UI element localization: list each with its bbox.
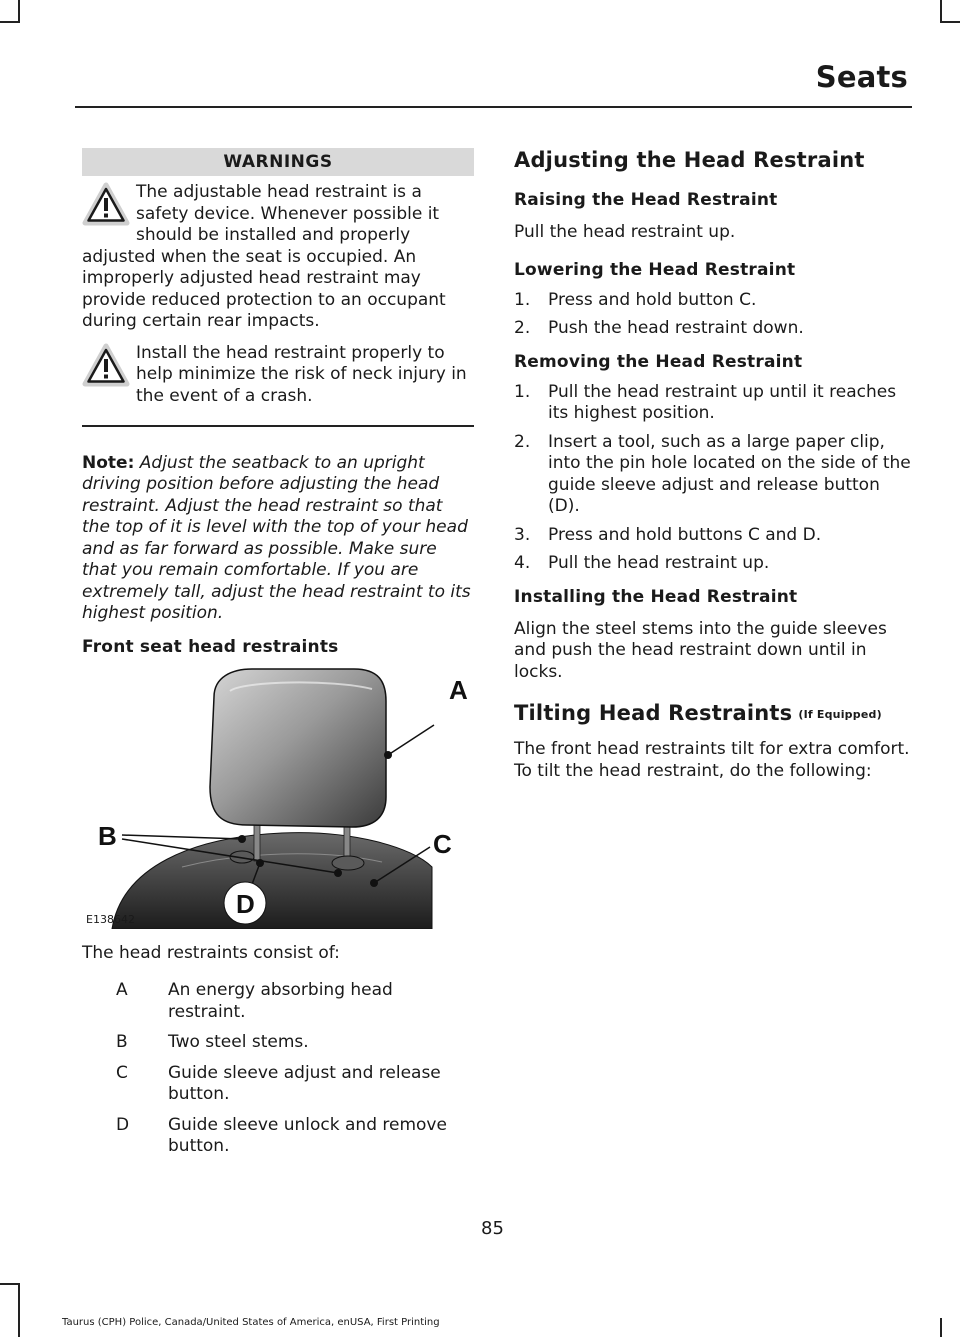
step-text: Press and hold buttons C and D.	[548, 524, 822, 545]
part-row	[82, 1063, 474, 1106]
part-key: C	[116, 1062, 128, 1083]
raising-text: Pull the head restraint up.	[514, 222, 736, 242]
callout-B: B	[98, 820, 117, 851]
crop-mark	[0, 1283, 20, 1285]
note-text: Adjust the seatback to an upright driving position before adjusting the head restraint. Adjust the head restraint so that the top of it is level with the top of your head and as far forward as possible. Make sure that you remain comfortable. If you are extremely tall, adjust the head restraint to its highest position.	[82, 452, 471, 623]
part-text: Guide sleeve unlock and remove button.	[168, 1114, 447, 1156]
part-key: A	[116, 980, 128, 1000]
head-restraint-illustration	[82, 667, 474, 929]
removing-steps	[514, 382, 914, 575]
note-label: Note:	[82, 452, 135, 473]
crop-mark	[0, 21, 20, 23]
warning-triangle-icon	[82, 182, 130, 228]
page-header-title: Seats	[815, 60, 908, 94]
tilting-heading-row	[514, 701, 914, 725]
step-number: 2.	[514, 431, 531, 452]
installing-text: Align the steel stems into the guide sleeves and push the head restraint down until in locks.	[514, 618, 887, 682]
step-number: 4.	[514, 553, 531, 573]
step	[514, 553, 914, 575]
installing-heading: Installing the Head Restraint	[514, 586, 798, 607]
warnings-rule	[82, 425, 474, 427]
removing-heading: Removing the Head Restraint	[514, 351, 803, 372]
lowering-steps	[514, 290, 914, 340]
figure-id: E138642	[86, 912, 135, 926]
part-row	[82, 1032, 474, 1054]
note	[82, 453, 474, 625]
page-number: 85	[481, 1218, 504, 1239]
crop-mark	[940, 0, 942, 22]
warning-item	[82, 182, 474, 333]
step-number: 1.	[514, 289, 531, 310]
left-column	[82, 148, 474, 1167]
step	[514, 432, 914, 518]
callout-C: C	[433, 828, 452, 859]
tilting-heading: Tilting Head Restraints	[514, 701, 793, 725]
raising-heading: Raising the Head Restraint	[514, 190, 778, 210]
part-text: An energy absorbing head restraint.	[168, 980, 393, 1022]
crop-mark	[940, 21, 960, 23]
crop-mark	[18, 1283, 20, 1337]
part-key: B	[116, 1032, 128, 1052]
front-seat-heading: Front seat head restraints	[82, 636, 339, 657]
part-row	[82, 980, 474, 1023]
parts-list	[82, 980, 474, 1158]
step-text: Pull the head restraint up until it reaches its highest position.	[548, 381, 897, 423]
part-row	[82, 1115, 474, 1158]
tilting-qualifier: (If Equipped)	[798, 707, 882, 721]
part-text: Guide sleeve adjust and release button.	[168, 1062, 441, 1104]
step-text: Pull the head restraint up.	[548, 553, 770, 573]
step-number: 3.	[514, 524, 531, 545]
warning-text: The adjustable head restraint is a safety device. Whenever possible it should be installed and properly adjusted when the seat is occupied. An improperly adjusted head restraint may provide reduced protection to an occupant during certain rear impacts.	[82, 182, 446, 331]
header-rule	[75, 106, 912, 108]
consist-intro: The head restraints consist of:	[82, 942, 340, 963]
step	[514, 382, 914, 425]
step-text: Push the head restraint down.	[548, 318, 804, 338]
crop-mark	[18, 0, 20, 22]
crop-mark	[940, 1318, 942, 1337]
step-number: 2.	[514, 318, 531, 338]
warnings-heading: WARNINGS	[82, 148, 474, 176]
step-text: Press and hold button C.	[548, 289, 757, 310]
lowering-heading: Lowering the Head Restraint	[514, 259, 796, 280]
step	[514, 525, 914, 547]
warning-text: Install the head restraint properly to help minimize the risk of neck injury in the event of a crash.	[136, 342, 467, 406]
warning-triangle-icon	[82, 343, 130, 389]
callout-D: D	[236, 888, 255, 919]
adjusting-heading: Adjusting the Head Restraint	[514, 148, 865, 172]
step-text: Insert a tool, such as a large paper clip, into the pin hole located on the side of the guide sleeve adjust and release button (D).	[548, 431, 911, 516]
callout-A: A	[449, 674, 468, 705]
head-restraint-figure	[82, 667, 474, 929]
page-footer: Taurus (CPH) Police, Canada/United States of America, enUSA, First Printing	[62, 1317, 440, 1328]
step	[514, 318, 914, 340]
part-key: D	[116, 1114, 130, 1135]
part-text: Two steel stems.	[168, 1032, 309, 1052]
warning-item	[82, 343, 474, 408]
tilting-text: The front head restraints tilt for extra comfort. To tilt the head restraint, do the following:	[514, 739, 910, 781]
step	[514, 290, 914, 312]
right-column	[514, 148, 914, 782]
step-number: 1.	[514, 381, 531, 402]
